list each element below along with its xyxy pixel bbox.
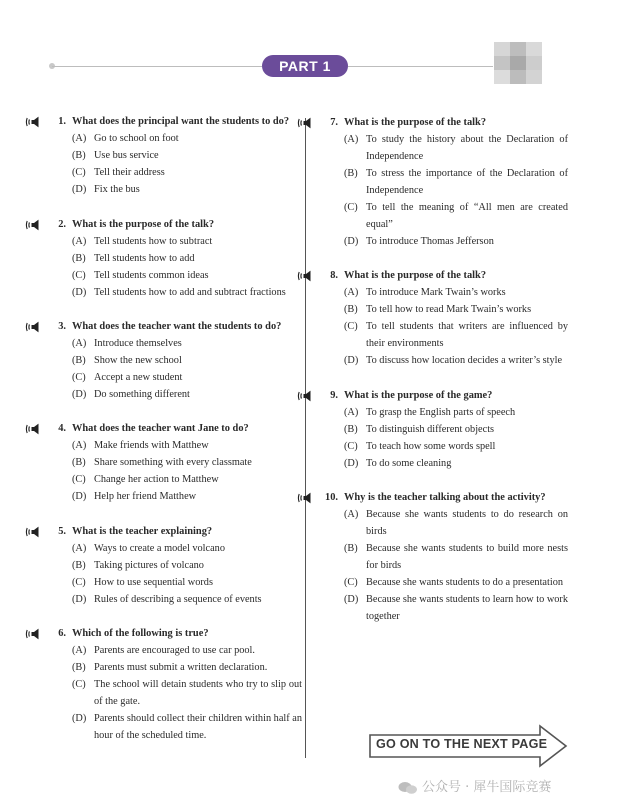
question-text: What is the purpose of the game? <box>344 390 493 401</box>
question-8 <box>324 268 568 369</box>
option-text: To introduce Thomas Jefferson <box>366 236 494 247</box>
question-number: 2. <box>58 219 66 230</box>
question-number: 4. <box>58 423 66 434</box>
answer-option[interactable] <box>52 540 302 557</box>
option-text: Use bus service <box>94 150 159 161</box>
option-label: (A) <box>344 287 359 298</box>
option-label: (B) <box>72 355 86 366</box>
option-label: (C) <box>344 202 358 213</box>
option-text: Because she wants students to do a presentation <box>366 577 564 588</box>
audio-speaker-icon[interactable] <box>25 423 43 435</box>
audio-speaker-icon[interactable] <box>25 321 43 333</box>
option-text: To distinguish different objects <box>366 424 495 435</box>
question-number: 9. <box>330 390 338 401</box>
watermark-text: 公众号 · 犀牛国际竞赛 <box>422 780 552 795</box>
option-label: (D) <box>72 184 87 195</box>
question-4 <box>52 421 302 505</box>
option-text: Because she wants students to do research on birds <box>366 509 568 537</box>
option-label: (A) <box>72 543 87 554</box>
answer-option[interactable] <box>324 352 568 369</box>
question-3 <box>52 319 302 403</box>
part-badge: PART 1 <box>262 55 348 77</box>
answer-option[interactable] <box>52 659 302 676</box>
audio-speaker-icon[interactable] <box>297 390 315 402</box>
answer-option[interactable] <box>52 471 302 488</box>
next-page-label: GO ON TO THE NEXT PAGE <box>376 737 548 751</box>
answer-option[interactable] <box>324 199 568 233</box>
question-text: What is the teacher explaining? <box>72 526 213 537</box>
answer-option[interactable] <box>52 250 302 267</box>
option-text: To stress the importance of the Declaration of Independence <box>366 168 568 196</box>
option-label: (C) <box>72 474 86 485</box>
question-header <box>52 626 302 642</box>
option-label: (B) <box>72 150 86 161</box>
answer-option[interactable] <box>52 557 302 574</box>
answer-option[interactable] <box>324 455 568 472</box>
question-header <box>324 388 568 404</box>
option-label: (B) <box>344 304 358 315</box>
question-header <box>324 115 568 131</box>
option-label: (A) <box>344 134 359 145</box>
option-text: To introduce Mark Twain’s works <box>366 287 506 298</box>
question-number: 7. <box>330 117 338 128</box>
audio-speaker-icon[interactable] <box>25 219 43 231</box>
option-label: (B) <box>72 662 86 673</box>
option-text: Tell students common ideas <box>94 270 209 281</box>
answer-option[interactable] <box>52 335 302 352</box>
option-label: (C) <box>72 679 86 690</box>
option-label: (C) <box>72 270 86 281</box>
question-header <box>52 217 302 233</box>
option-text: To tell how to read Mark Twain’s works <box>366 304 532 315</box>
option-label: (B) <box>72 457 86 468</box>
question-number: 10. <box>325 492 338 503</box>
answer-option[interactable] <box>52 130 302 147</box>
answer-option[interactable] <box>324 438 568 455</box>
question-text: What is the purpose of the talk? <box>72 219 215 230</box>
question-text: Which of the following is true? <box>72 628 209 639</box>
option-label: (C) <box>344 577 358 588</box>
option-text: Because she wants students to learn how to work together <box>366 594 568 622</box>
answer-option[interactable] <box>52 147 302 164</box>
option-label: (C) <box>344 441 358 452</box>
audio-speaker-icon[interactable] <box>297 117 315 129</box>
option-text: How to use sequential words <box>94 577 213 588</box>
question-5 <box>52 524 302 608</box>
answer-option[interactable] <box>324 540 568 574</box>
header-rule-left <box>52 66 262 67</box>
question-2 <box>52 217 302 301</box>
option-text: Parents must submit a written declaration. <box>94 662 268 673</box>
answer-option[interactable] <box>324 301 568 318</box>
option-text: Tell students how to add and subtract fractions <box>94 287 286 298</box>
option-label: (A) <box>72 440 87 451</box>
option-text: Change her action to Matthew <box>94 474 219 485</box>
option-text: Because she wants students to build more nests for birds <box>366 543 568 571</box>
option-label: (B) <box>344 543 358 554</box>
option-label: (B) <box>72 560 86 571</box>
option-label: (A) <box>344 509 359 520</box>
option-text: Parents are encouraged to use car pool. <box>94 645 255 656</box>
option-label: (D) <box>72 713 87 724</box>
answer-option[interactable] <box>52 164 302 181</box>
audio-speaker-icon[interactable] <box>297 270 315 282</box>
answer-option[interactable] <box>324 506 568 540</box>
option-text: Help her friend Matthew <box>94 491 197 502</box>
answer-option[interactable] <box>324 131 568 165</box>
option-label: (D) <box>72 287 87 298</box>
question-text: What does the principal want the students to do? <box>72 116 290 127</box>
option-label: (B) <box>344 168 358 179</box>
option-text: Taking pictures of volcano <box>94 560 204 571</box>
answer-option[interactable] <box>52 642 302 659</box>
option-text: To teach how some words spell <box>366 441 496 452</box>
question-10 <box>324 490 568 625</box>
question-header <box>52 524 302 540</box>
answer-option[interactable] <box>52 710 302 744</box>
option-text: Tell students how to subtract <box>94 236 213 247</box>
answer-option[interactable] <box>324 421 568 438</box>
option-label: (B) <box>344 424 358 435</box>
option-label: (C) <box>344 321 358 332</box>
option-label: (D) <box>344 355 359 366</box>
answer-option[interactable] <box>52 352 302 369</box>
answer-option[interactable] <box>52 574 302 591</box>
option-text: To discuss how location decides a writer’s style <box>366 355 563 366</box>
answer-option[interactable] <box>324 233 568 250</box>
question-header <box>52 114 302 130</box>
option-text: To tell the meaning of “All men are created equal” <box>366 202 568 230</box>
answer-option[interactable] <box>324 284 568 301</box>
option-text: Do something different <box>94 389 190 400</box>
answer-option[interactable] <box>52 591 302 608</box>
option-text: Introduce themselves <box>94 338 182 349</box>
question-number: 8. <box>330 270 338 281</box>
option-text: To grasp the English parts of speech <box>366 407 516 418</box>
answer-option[interactable] <box>324 318 568 352</box>
option-text: Go to school on foot <box>94 133 179 144</box>
option-text: Show the new school <box>94 355 182 366</box>
answer-option[interactable] <box>52 233 302 250</box>
option-label: (D) <box>344 594 359 605</box>
option-text: Fix the bus <box>94 184 140 195</box>
option-text: Tell their address <box>94 167 165 178</box>
answer-option[interactable] <box>324 165 568 199</box>
option-text: To tell students that writers are influenced by their environments <box>366 321 568 349</box>
question-text: What does the teacher want Jane to do? <box>72 423 249 434</box>
question-header <box>52 319 302 335</box>
option-text: Parents should collect their children within half an hour of the scheduled time. <box>94 713 302 741</box>
question-text: What is the purpose of the talk? <box>344 270 487 281</box>
question-text: What is the purpose of the talk? <box>344 117 487 128</box>
answer-option[interactable] <box>324 591 568 625</box>
question-header <box>324 268 568 284</box>
question-header <box>324 490 568 506</box>
answer-option[interactable] <box>324 404 568 421</box>
option-text: Make friends with Matthew <box>94 440 209 451</box>
answer-option[interactable] <box>52 284 302 301</box>
answer-option[interactable] <box>324 574 568 591</box>
question-number: 6. <box>58 628 66 639</box>
option-text: The school will detain students who try to slip out of the gate. <box>94 679 302 707</box>
option-label: (D) <box>344 458 359 469</box>
option-label: (A) <box>72 236 87 247</box>
audio-speaker-icon[interactable] <box>297 492 315 504</box>
answer-option[interactable] <box>52 454 302 471</box>
header-rule-right <box>348 66 493 67</box>
question-number: 1. <box>58 116 66 127</box>
answer-option[interactable] <box>52 267 302 284</box>
option-label: (C) <box>72 167 86 178</box>
question-text: Why is the teacher talking about the activity? <box>344 492 546 503</box>
next-page-arrow <box>368 724 568 768</box>
option-label: (D) <box>72 491 87 502</box>
option-label: (C) <box>72 577 86 588</box>
answer-option[interactable] <box>52 488 302 505</box>
answer-option[interactable] <box>52 386 302 403</box>
answer-option[interactable] <box>52 676 302 710</box>
chat-icon <box>398 781 418 795</box>
audio-speaker-icon[interactable] <box>25 628 43 640</box>
question-header <box>52 421 302 437</box>
question-text: What does the teacher want the students to do? <box>72 321 282 332</box>
answer-option[interactable] <box>52 369 302 386</box>
audio-speaker-icon[interactable] <box>25 526 43 538</box>
option-text: Share something with every classmate <box>94 457 252 468</box>
answer-option[interactable] <box>52 437 302 454</box>
option-text: Tell students how to add <box>94 253 195 264</box>
question-7 <box>324 115 568 250</box>
option-label: (C) <box>72 372 86 383</box>
option-label: (D) <box>72 389 87 400</box>
blurred-logo <box>494 42 542 86</box>
question-number: 5. <box>58 526 66 537</box>
question-number: 3. <box>58 321 66 332</box>
question-6 <box>52 626 302 744</box>
option-text: To do some cleaning <box>366 458 452 469</box>
question-9 <box>324 388 568 472</box>
option-text: Accept a new student <box>94 372 183 383</box>
audio-speaker-icon[interactable] <box>25 116 43 128</box>
option-label: (A) <box>72 133 87 144</box>
option-label: (D) <box>72 594 87 605</box>
option-text: To study the history about the Declaration of Independence <box>366 134 568 162</box>
option-label: (A) <box>72 645 87 656</box>
option-label: (A) <box>72 338 87 349</box>
answer-option[interactable] <box>52 181 302 198</box>
option-label: (A) <box>344 407 359 418</box>
option-label: (D) <box>344 236 359 247</box>
watermark <box>398 776 618 800</box>
option-text: Ways to create a model volcano <box>94 543 225 554</box>
option-label: (B) <box>72 253 86 264</box>
column-divider <box>305 118 306 758</box>
question-1 <box>52 114 302 198</box>
option-text: Rules of describing a sequence of events <box>94 594 262 605</box>
